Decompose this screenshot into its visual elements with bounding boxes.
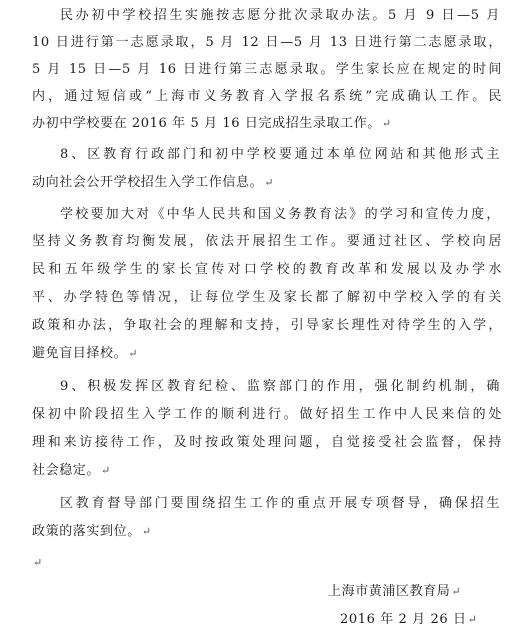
text-line: 保初中阶段招生入学工作的顺利进行。做好招生工作中人民来信的处 xyxy=(32,407,502,422)
paragraph-mark-icon: ↵ xyxy=(101,464,111,477)
text-line: 避免盲目择校。↵ xyxy=(32,346,139,361)
signature-org: 上海市黄浦区教育局↵ xyxy=(328,584,462,599)
text-line: 民和五年级学生的家长宣传对口学校的教育改革和发展以及办学水 xyxy=(32,262,502,277)
text-line: 坚持义务教育均衡发展，依法开展招生工作。要通过社区、学校向居 xyxy=(32,234,502,249)
text-line: 办初中学校要在 2016 年 5 月 16 日完成招生录取工作。↵ xyxy=(32,116,392,131)
paragraph-mark-icon: ↵ xyxy=(128,347,139,360)
empty-line xyxy=(32,555,502,571)
text-line: 社会稳定。↵ xyxy=(32,463,111,478)
text-line: 民办初中学校招生实施按志愿分批次录取办法。5 月 9 日—5 月 xyxy=(60,8,500,23)
paragraph-mark-icon: ↵ xyxy=(467,613,478,626)
text-line: 政策的落实到位。↵ xyxy=(32,524,152,539)
text-line: 平、办学特色等情况，让每位学生及家长都了解初中学校入学的有关 xyxy=(32,290,502,305)
text-line: 政策和办法，争取社会的理解和支持，引导家长理性对待学生的入学， xyxy=(32,318,502,333)
text-line: 10 日进行第一志愿录取，5 月 12 日—5 月 13 日进行第二志愿录取， xyxy=(32,35,502,50)
paragraph-mark-icon: ↵ xyxy=(33,556,43,569)
paragraph-mark-icon: ↵ xyxy=(141,525,152,538)
paragraph-mark-icon: ↵ xyxy=(451,585,462,598)
text-line: 理和来访接待工作，及时按政策处理问题，自觉接受社会监督，保持 xyxy=(32,435,502,450)
text-line: 5 月 15 日—5 月 16 日进行第三志愿录取。学生家长应在规定的时间 xyxy=(32,62,502,77)
text-line: 动向社会公开学校招生入学工作信息。↵ xyxy=(32,175,275,190)
text-line: 8、区教育行政部门和初中学校要通过本单位网站和其他形式主 xyxy=(60,147,500,162)
text-line: 学校要加大对《中华人民共和国义务教育法》的学习和宣传力度， xyxy=(60,207,500,222)
text-line: 内，通过短信或“上海市义务教育入学报名系统”完成确认工作。民 xyxy=(32,89,502,104)
paragraph-mark-icon: ↵ xyxy=(264,176,275,189)
paragraph-mark-icon: ↵ xyxy=(381,117,392,130)
signature-date: 2016 年 2 月 26 日↵ xyxy=(340,612,478,627)
text-line: 区教育督导部门要围绕招生工作的重点开展专项督导，确保招生 xyxy=(60,496,500,511)
text-line: 9、积极发挥区教育纪检、监察部门的作用，强化制约机制，确 xyxy=(60,379,500,394)
